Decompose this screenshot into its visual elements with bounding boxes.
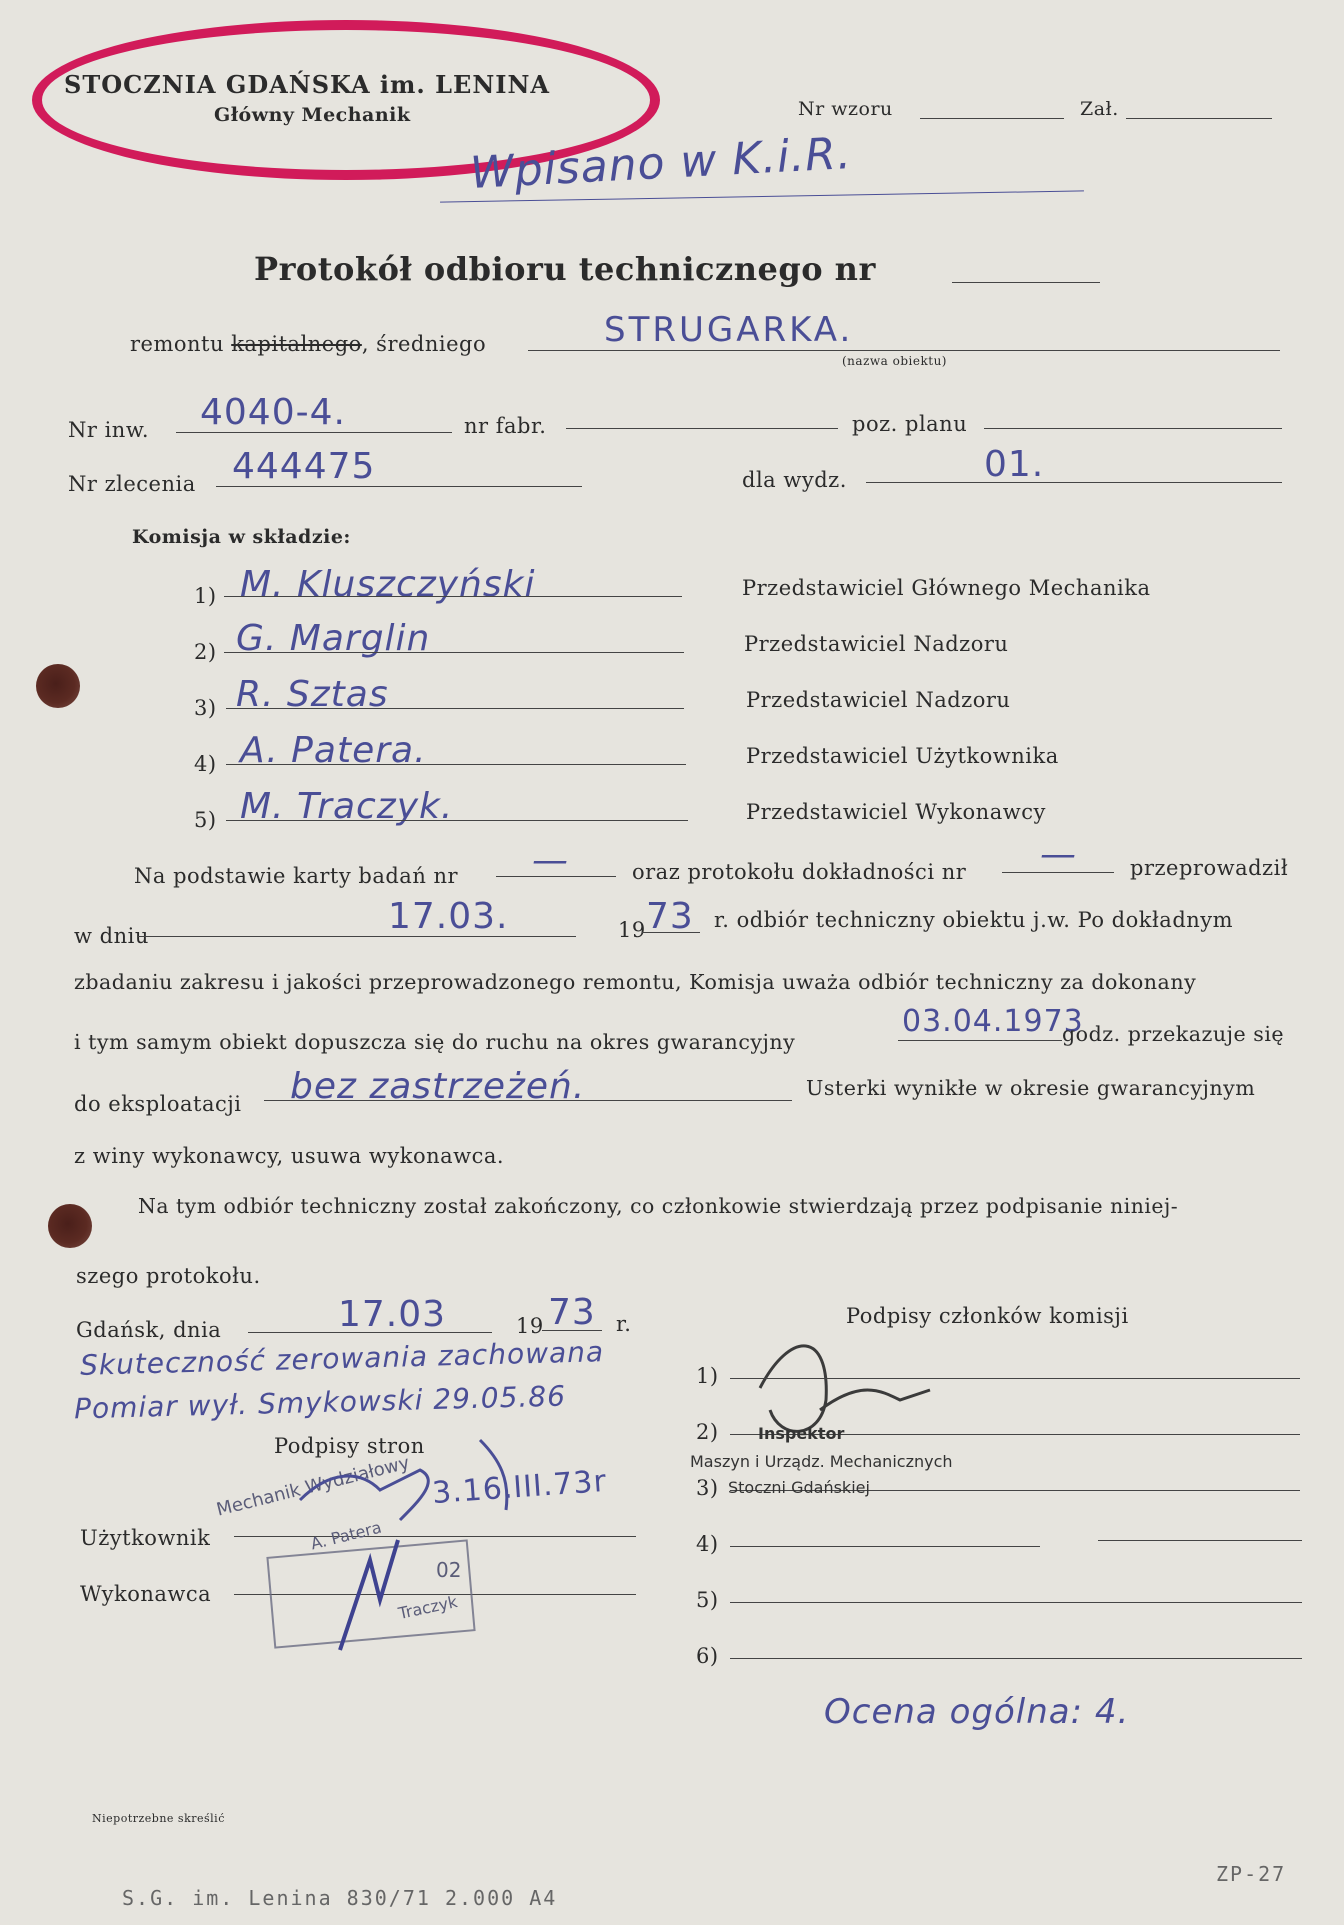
inspector-stamp-line-3: Stoczni Gdańskiej — [728, 1478, 870, 1497]
print-info: S.G. im. Lenina 830/71 2.000 A4 — [122, 1886, 558, 1910]
signature-line — [730, 1378, 1300, 1379]
company-name: STOCZNIA GDAŃSKA im. LENINA — [64, 70, 551, 99]
body-line-5b: Usterki wynikłe w okresie gwarancyjnym — [806, 1076, 1256, 1100]
body-line-1c: przeprowadził — [1130, 856, 1289, 880]
signatures-heading: Podpisy członków komisji — [846, 1304, 1129, 1328]
body-line-1a: Na podstawie karty badań nr — [134, 864, 459, 888]
member-role: Przedstawiciel Użytkownika — [746, 744, 1059, 768]
dla-wydz-value: 01. — [984, 444, 1045, 485]
body-line-1b: oraz protokołu dokładności nr — [632, 860, 967, 884]
signing-year-suffix: r. — [616, 1312, 632, 1336]
member-number: 4) — [194, 752, 217, 776]
handwritten-registration-note: Wpisano w K.i.R. — [468, 128, 853, 199]
member-name: M. Kluszczyński — [240, 564, 536, 605]
contractor-label: Wykonawca — [80, 1582, 212, 1606]
nr-inw-label: Nr inw. — [68, 418, 149, 442]
member-role: Przedstawiciel Nadzoru — [744, 632, 1009, 656]
nr-zlecenia-label: Nr zlecenia — [68, 472, 196, 496]
overall-grade-note: Ocena ogólna: 4. — [824, 1692, 1130, 1732]
member-number: 3) — [194, 696, 217, 720]
signature-number: 6) — [696, 1644, 719, 1668]
member-name: A. Patera. — [240, 730, 427, 771]
warranty-date-value: 03.04.1973 — [902, 1004, 1084, 1039]
body-line-5a: do eksploatacji — [74, 1092, 242, 1116]
form-code: ZP-27 — [1216, 1862, 1287, 1886]
object-name-value: STRUGARKA. — [604, 310, 854, 350]
nr-zlecenia-value: 444475 — [232, 446, 376, 487]
body-line-7: Na tym odbiór techniczny został zakończony, co członkowie stwierdzają przez podpisanie niniej- — [138, 1194, 1179, 1218]
mechanik-stamp: Mechanik Wydziałowy — [214, 1452, 412, 1521]
signature-number: 4) — [696, 1532, 719, 1556]
member-number: 5) — [194, 808, 217, 832]
signature-line — [730, 1546, 1040, 1547]
commission-heading: Komisja w składzie: — [132, 526, 351, 548]
city-date-label: Gdańsk, dnia — [76, 1318, 222, 1342]
protocol-title: Protokół odbioru technicznego nr — [254, 250, 876, 288]
signature-line — [730, 1602, 1302, 1603]
body-line-2a: w dniu — [74, 924, 149, 948]
acceptance-date-value: 17.03. — [388, 896, 509, 937]
poz-planu-label: poz. planu — [852, 412, 968, 436]
operation-note-value: bez zastrzeżeń. — [290, 1066, 586, 1107]
nr-inw-value: 4040-4. — [200, 392, 346, 433]
party-date-signature: 3.16.III.73r — [430, 1463, 608, 1512]
zal-label: Zał. — [1080, 98, 1119, 120]
inspector-stamp-line-2: Maszyn i Urządz. Mechanicznych — [690, 1452, 953, 1471]
signing-year-prefix: 19 — [516, 1314, 544, 1338]
signing-year-value: 73 — [548, 1292, 596, 1333]
nr-fabr-label: nr fabr. — [464, 414, 547, 438]
signature-number: 2) — [696, 1420, 719, 1444]
repair-struck-option: kapitalnego — [231, 332, 362, 356]
member-role: Przedstawiciel Głównego Mechanika — [742, 576, 1151, 600]
accuracy-number-value: — — [1040, 834, 1077, 875]
member-number: 1) — [194, 584, 217, 608]
inspector-stamp-line-1: Inspektor — [758, 1424, 845, 1443]
measurement-note: Pomiar wył. Smykowski 29.05.86 — [73, 1379, 567, 1426]
signature-number: 1) — [696, 1364, 719, 1388]
member-role: Przedstawiciel Wykonawcy — [746, 800, 1046, 824]
signature-number: 5) — [696, 1588, 719, 1612]
zeroing-note: Skuteczność zerowania zachowana — [79, 1335, 605, 1382]
signature-line — [730, 1658, 1302, 1659]
body-line-3: zbadaniu zakresu i jakości przeprowadzonego remontu, Komisja uważa odbiór techniczny za dokonany — [74, 970, 1197, 994]
object-name-caption: (nazwa obiektu) — [842, 354, 947, 368]
member-number: 2) — [194, 640, 217, 664]
body-line-8: szego protokołu. — [76, 1264, 261, 1288]
parties-heading: Podpisy stron — [274, 1434, 425, 1458]
body-line-4a: i tym samym obiekt dopuszcza się do ruchu na okres gwarancyjny — [74, 1030, 796, 1054]
contractor-stamp-name-b: Traczyk — [396, 1591, 460, 1624]
contractor-stamp-name-a: A. Patera — [308, 1517, 384, 1554]
acceptance-year-value: 73 — [646, 896, 694, 937]
member-name: M. Traczyk. — [240, 786, 454, 827]
signature-number: 3) — [696, 1476, 719, 1500]
body-line-2b: r. odbiór techniczny obiektu j.w. Po dokładnym — [714, 908, 1234, 932]
signing-date-value: 17.03 — [338, 1294, 447, 1335]
signature-line-extra — [1098, 1540, 1302, 1541]
year-prefix: 19 — [618, 918, 646, 942]
dla-wydz-label: dla wydz. — [742, 468, 847, 492]
repair-label: remontu kapitalnego, średniego — [130, 332, 487, 356]
nr-wzoru-label: Nr wzoru — [798, 98, 893, 120]
department-name: Główny Mechanik — [214, 104, 411, 126]
body-line-4b: godz. przekazuje się — [1062, 1022, 1285, 1046]
card-number-value: — — [532, 840, 569, 881]
user-label: Użytkownik — [80, 1526, 211, 1550]
member-role: Przedstawiciel Nadzoru — [746, 688, 1011, 712]
cross-out-remark: Niepotrzebne skreślić — [92, 1812, 225, 1825]
member-name: G. Marglin — [236, 618, 431, 659]
member-name: R. Sztas — [236, 674, 389, 715]
contractor-stamp-num: 02 — [436, 1558, 462, 1582]
body-line-6: z winy wykonawcy, usuwa wykonawca. — [74, 1144, 505, 1168]
